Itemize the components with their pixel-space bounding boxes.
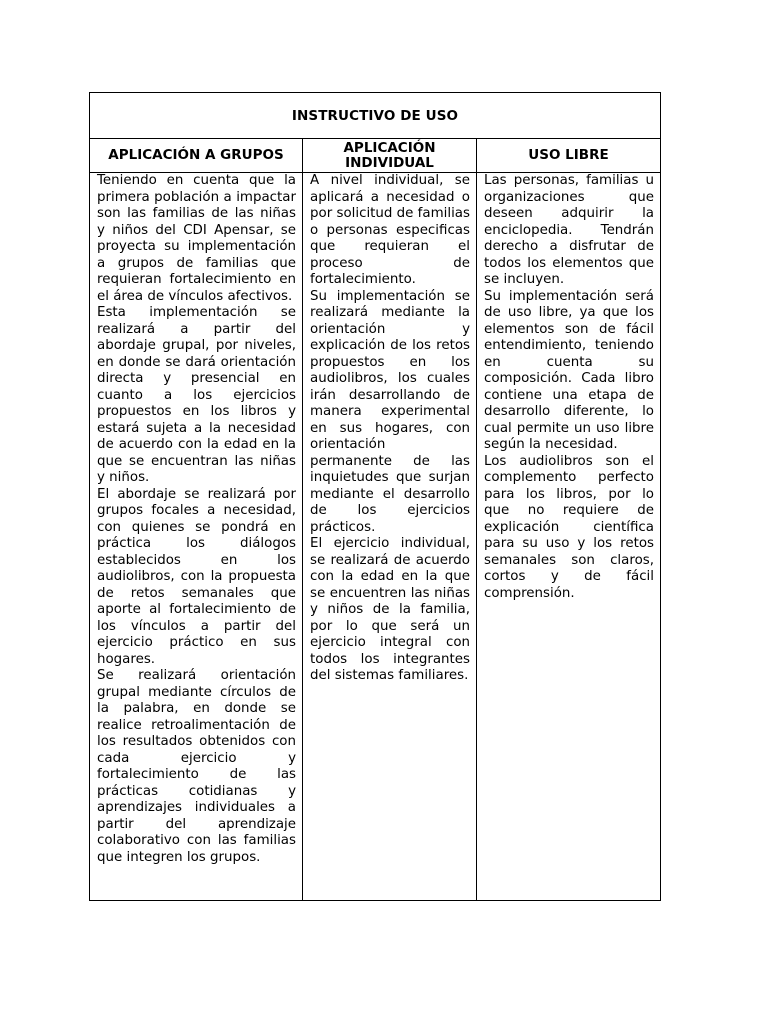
table-header-row (90, 139, 660, 173)
group-paragraph-2: Esta implementación se realizará a partir del abordaje grupal, por niveles, en donde se dará orientación directa y presencial en cuanto a los ejercicios propuestos en los libros y estará sujeta a la necesidad de acuerdo con la edad en la que se encuentran las niñas y niños. (97, 305, 296, 485)
header-individual-application: APLICACIÓN INDIVIDUAL (303, 139, 477, 172)
individual-paragraph-2: Su implementación se realizará mediante la orientación y explicación de los retos propuestos en los audiolibros, los cuales irán desarrollando de manera experimental en sus hogares, con orientación permanente de las inquietudes que surjan mediante el desarrollo de los ejercicios prácticos. (310, 288, 470, 535)
free-use-cell (477, 173, 660, 900)
group-paragraph-1: Teniendo en cuenta que la primera población a impactar son las familias de las niñas y niños del CDI Apensar, se proyecta su implementación a grupos de familias que requieran fortalecimiento en el área de vínculos afectivos. (97, 173, 296, 304)
table-body-row (90, 173, 660, 900)
table-title: INSTRUCTIVO DE USO (90, 93, 660, 139)
free-paragraph-2: Su implementación será de uso libre, ya que los elementos son de fácil entendimiento, teniendo en cuenta su composición. Cada libro contiene una etapa de desarrollo diferente, lo cual permite un uso libre según la necesidad. (484, 288, 654, 452)
group-application-cell (90, 173, 303, 900)
group-paragraph-3: El abordaje se realizará por grupos focales a necesidad, con quienes se pondrá en práctica los diálogos establecidos en los audiolibros, con la propuesta de retos semanales que aporte al fortalecimiento de los vínculos a partir del ejercicio práctico en sus hogares. (97, 486, 296, 667)
header-free-use: USO LIBRE (528, 147, 609, 163)
instructions-table (89, 92, 661, 901)
individual-paragraph-3: El ejercicio individual, se realizará de acuerdo con la edad en la que se encuentren las niñas y niños de la familia, por lo que será un ejercicio integral con todos los integrantes del sistemas familiares. (310, 536, 470, 683)
free-paragraph-3: Los audiolibros son el complemento perfecto para los libros, por lo que no requiere de explicación científica para su uso y los retos semanales son claros, cortos y de fácil comprensión. (484, 453, 654, 601)
group-paragraph-4: Se realizará orientación grupal mediante círculos de la palabra, en donde se realice retroalimentación de los resultados obtenidos con cada ejercicio y fortalecimiento de las prácticas cotidianas y aprendizajes individuales a partir del aprendizaje colaborativo con las familias que integren los grupos. (97, 668, 296, 865)
individual-application-cell (303, 173, 477, 900)
header-group-application: APLICACIÓN A GRUPOS (90, 139, 303, 172)
individual-paragraph-1: A nivel individual, se aplicará a necesidad o por solicitud de familias o personas especificas que requieran el proceso de fortalecimiento. (310, 173, 470, 287)
free-paragraph-1: Las personas, familias u organizaciones que deseen adquirir la enciclopedia. Tendrán derecho a disfrutar de todos los elementos que se incluyen. (484, 173, 654, 287)
